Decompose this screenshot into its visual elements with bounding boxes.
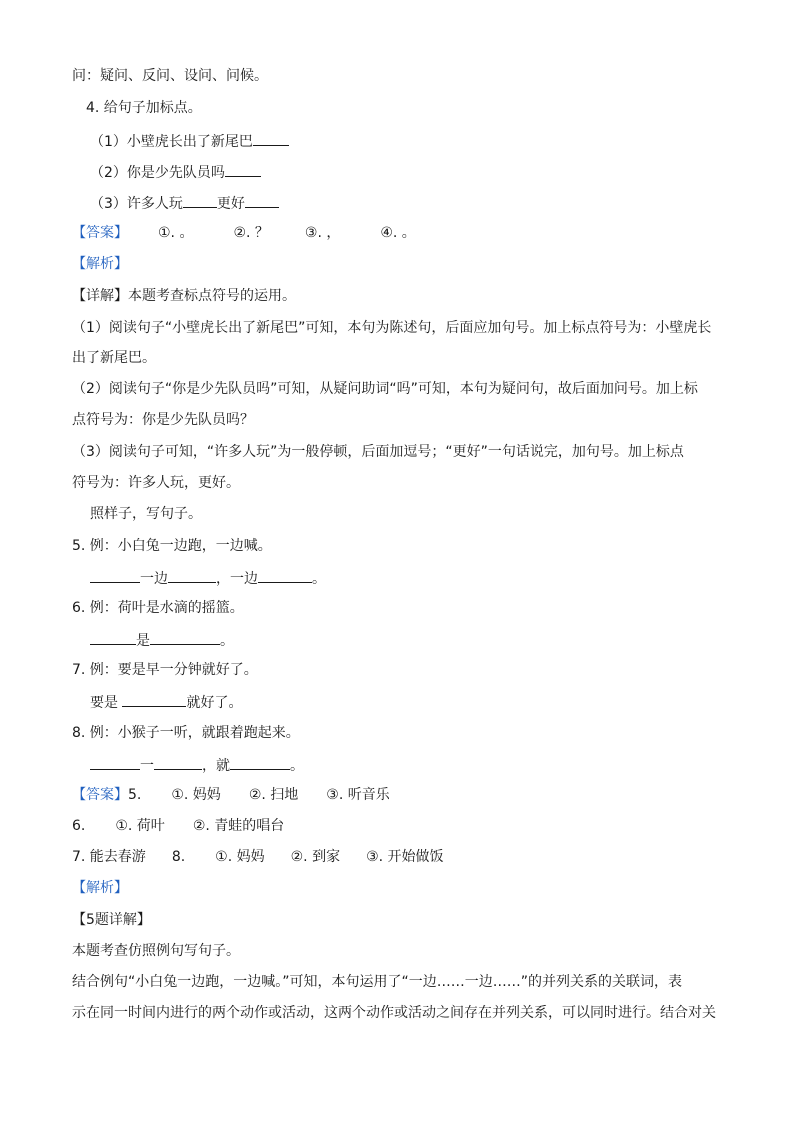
answer-blank[interactable] [230,754,290,770]
text-line: 问：疑问、反问、设问、问候。 [72,68,268,84]
paragraph-line: 本题考查仿照例句写句子。 [72,943,240,959]
answer-row-2 [72,785,390,805]
sentence-text: （3）许多人玩 [90,196,183,212]
answer-item: ③. 开始做饭 [366,849,444,865]
analysis-heading: 【解析】 [72,880,128,896]
answer-blank[interactable] [90,567,140,583]
paragraph-line: 示在同一时间内进行的两个动作或活动，这两个动作或活动之间存在并列关系，可以同时进行。结合对关 [72,1005,716,1021]
answer-blank[interactable] [154,754,202,770]
question-5-example: 5. 例：小白兔一边跑，一边喊。 [72,538,272,554]
question-7-example: 7. 例：要是早一分钟就好了。 [72,662,258,678]
answer-blank[interactable] [253,130,289,146]
answer-item: ②. 扫地 [248,787,299,803]
answer-blank[interactable] [183,192,217,208]
question-8-blanks [90,754,304,776]
answer-row-4 [72,847,444,867]
section-instruction: 照样子，写句子。 [90,506,202,522]
answer-blank[interactable] [90,754,140,770]
question-4-title: 4. 给句子加标点。 [86,100,202,116]
paragraph-line: 结合例句“小白兔一边跑，一边喊。”可知，本句运用了“一边……一边……”的并列关系的关联词，表 [72,974,683,990]
answer-item: ③. 听音乐 [326,787,390,803]
answer-item: ①. 荷叶 [115,818,165,834]
fill-text: 是 [136,633,150,649]
answer-number: 5. [128,787,142,803]
answer-label: 【答案】 [72,787,128,803]
answer-item: 7. 能去春游 [72,849,146,865]
answer-label: 【答案】 [72,225,128,241]
sentence-text: 更好 [216,196,245,212]
fill-text: ，就 [202,758,230,774]
fill-text: 。 [290,758,304,774]
question-4-sentence-3 [90,192,279,214]
fill-text: 。 [312,571,326,587]
answer-row-3 [72,816,284,836]
answer-item: ③. ， [304,225,341,241]
sentence-text: （1）小壁虎长出了新尾巴 [90,134,253,150]
paragraph-line: （2）阅读句子“你是少先队员吗”可知，从疑问助词“吗”可知，本句为疑问句，故后面加问号。加上标 [72,381,698,397]
fill-text: 一 [140,758,154,774]
answer-blank[interactable] [245,192,279,208]
question-6-example: 6. 例：荷叶是水滴的摇篮。 [72,600,244,616]
fill-text: 就好了。 [186,695,243,711]
detail-heading: 【5题详解】 [72,912,151,928]
fill-text: 一边 [140,571,168,587]
question-7-blanks [90,691,242,713]
paragraph-line: 点符号为：你是少先队员吗？ [72,412,254,428]
answer-item: ④. 。 [380,225,416,241]
answer-blank[interactable] [258,567,312,583]
answer-blank[interactable] [168,567,216,583]
answer-blank[interactable] [150,629,220,645]
question-4-sentence-2 [90,161,261,183]
answer-item: ①. 。 [158,225,194,241]
answer-item: ②. 到家 [290,849,341,865]
paragraph-line: （3）阅读句子可知，“许多人玩”为一般停顿，后面加逗号；“更好”一句话说完，加句号。加上标点 [72,444,684,460]
fill-text: ，一边 [216,571,258,587]
analysis-heading: 【解析】 [72,256,128,272]
fill-text: 。 [220,633,234,649]
answer-item: ①. 妈妈 [215,849,265,865]
fill-text: 要是 [90,695,123,711]
answer-item: ①. 妈妈 [171,787,221,803]
question-8-example: 8. 例：小猴子一听，就跟着跑起来。 [72,725,300,741]
question-5-blanks [90,567,326,589]
paragraph-line: 符号为：许多人玩，更好。 [72,475,240,491]
question-6-blanks [90,629,234,651]
answer-blank[interactable] [225,161,261,177]
paragraph-line: （1）阅读句子“小壁虎长出了新尾巴”可知，本句为陈述句，后面应加句号。加上标点符号为：小壁虎长 [72,320,712,336]
question-4-sentence-1 [90,130,289,152]
sentence-text: （2）你是少先队员吗 [90,165,225,181]
answer-row-1 [72,223,416,243]
answer-blank[interactable] [122,691,186,707]
answer-item: ②. 青蛙的唱台 [192,818,285,834]
detail-heading: 【详解】本题考查标点符号的运用。 [72,288,296,304]
answer-item: ②. ？ [233,225,269,241]
answer-blank[interactable] [90,629,136,645]
answer-number: 6. [72,818,86,834]
paragraph-line: 出了新尾巴。 [72,350,156,366]
answer-number: 8. [171,849,186,865]
